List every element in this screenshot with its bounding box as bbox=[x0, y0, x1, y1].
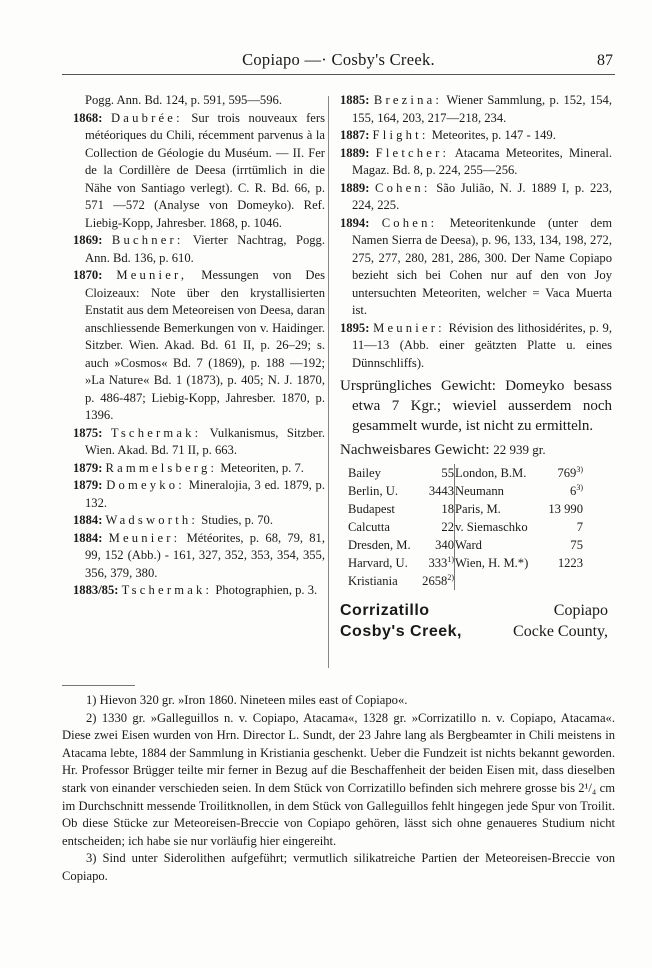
table-row bbox=[348, 518, 583, 536]
see-reference: Copiapo bbox=[553, 602, 608, 619]
entry-year: 1889: bbox=[340, 180, 370, 195]
entry-text: São Julião, N. J. 1889 I, p. 223, 224, 225. bbox=[352, 180, 612, 212]
bib-entry bbox=[340, 180, 612, 215]
weight-value: 333 bbox=[428, 556, 448, 570]
entry-text: Vierter Nachtrag, Pogg. Ann. Bd. 136, p. 610. bbox=[85, 233, 325, 265]
entry-text: Révision des lithosidérites, p. 9, 11—13 (Abb. einer geätzten Platte u. eines Dünnschliffs). bbox=[352, 320, 612, 370]
bib-entry bbox=[73, 425, 325, 460]
table-row bbox=[348, 572, 583, 590]
bib-entry bbox=[73, 92, 325, 110]
entry-author: Meunier: bbox=[373, 320, 445, 335]
entry-author: Tschermak: bbox=[121, 583, 213, 597]
left-column bbox=[73, 92, 325, 600]
entry-author: Brezina: bbox=[373, 93, 443, 107]
footnote-ref: 2) bbox=[447, 572, 454, 582]
entry-year: 1870: bbox=[73, 268, 103, 282]
entry-author: Fletcher: bbox=[375, 145, 450, 160]
weight-value: 75 bbox=[570, 538, 583, 552]
table-row bbox=[348, 536, 583, 554]
table-row bbox=[348, 482, 583, 500]
entry-year: 1889: bbox=[340, 145, 370, 160]
bib-entry bbox=[73, 512, 325, 530]
empty-cell bbox=[543, 572, 583, 590]
collection-name: Kristiania bbox=[348, 574, 398, 588]
entry-year: 1887: bbox=[340, 128, 370, 142]
entry-text: Photographien, p. 3. bbox=[215, 583, 318, 597]
entry-text: Météorites, p. 68, 79, 81, 99, 152 (Abb.) - 161, 327, 352, 353, 354, 355, 356, 379, 380. bbox=[85, 530, 325, 580]
collection-weight bbox=[418, 482, 455, 500]
entry-text: Vulkanismus, Sitzber. Wien. Akad. Bd. 71 II, p. 663. bbox=[85, 425, 325, 457]
meteorite-name: Corrizatillo bbox=[340, 602, 430, 619]
collection-name: Paris, M. bbox=[455, 502, 501, 516]
proven-weight-label: Nachweisbares Gewicht: bbox=[340, 442, 490, 458]
collection-weight bbox=[543, 464, 583, 482]
collection-weight bbox=[418, 536, 455, 554]
entry-year: 1884: bbox=[73, 513, 103, 527]
weight-value: 22 bbox=[441, 520, 454, 534]
collections-table bbox=[348, 464, 583, 590]
collection-name: Calcutta bbox=[348, 520, 390, 534]
collection-name: v. Siemaschko bbox=[455, 520, 528, 534]
footnote-1: 1) Hievon 320 gr. »Iron 1860. Nineteen miles east of Copiapo«. bbox=[86, 693, 408, 707]
footnote-ref: 1) bbox=[447, 554, 454, 564]
collection-name: Budapest bbox=[348, 502, 395, 516]
right-column bbox=[340, 92, 612, 642]
entry-year: 1895: bbox=[340, 320, 370, 335]
entry-author: Domeyko: bbox=[106, 478, 185, 492]
entry-text: Meteoritenkunde (unter dem Namen Sierra de Deesa), p. 96, 133, 134, 198, 272, 275, 277, 280, 281, 286, 300. Der Name Copiapo bezieht sich bei Cohen nur auf den von Joy untersuchten Meteoriten, welcher = Vaca Muerta ist. bbox=[352, 215, 612, 317]
footnote-rule bbox=[62, 685, 135, 686]
table-row bbox=[348, 464, 583, 482]
table-row bbox=[348, 500, 583, 518]
entry-text: Wiener Sammlung, p. 152, 154, 155, 164, 203, 217—218, 234. bbox=[352, 93, 612, 125]
collection-name: Dresden, M. bbox=[348, 538, 411, 552]
entry-author: Daubrée: bbox=[111, 110, 183, 125]
bib-entry bbox=[73, 110, 325, 233]
collection-name: Berlin, U. bbox=[348, 484, 399, 498]
collection-weight bbox=[418, 500, 455, 518]
footnote-2: 2) 1330 gr. »Galleguillos n. v. Copiapo, Atacama«, 1328 gr. »Corrizatillo n. v. Copiapo, Atacama«. Diese zwei Eisen wurden von Hrn. Director L. Sundt, der 23 Jahre lang als Bergbeamter in Chili meistens in Atacama lebte, 1884 der Sammlung in Kristiania geschenkt. Ueber die Fundzeit ist nichts bekannt geworden. Hr. Professor Brügger teilte mir ferner in Bezug auf die Beschaffenheit der beiden Eisen mit, dass dieselben stark von einander verschieden seien. In dem Stück von Corrizatillo befinden sich mehrere grosse bis 2¹/₄ cm im Durchschnitt messende Troilitknollen, in dem Stück von Galleguillos fehlt hingegen jede Spur von Troilit. Ob diese Stücke zur Meteoreisen-Breccie von Copiapo gehören, lässt sich ohne genaueres Studium nicht entscheiden; ich habe sie nur vorläufig hier eingereiht. bbox=[62, 710, 615, 848]
table-row bbox=[348, 554, 583, 572]
entry-year: 1879: bbox=[73, 460, 103, 475]
footnote-3: 3) Sind unter Siderolithen aufgeführt; vermutlich silikatreiche Partien der Meteoreisen-Breccie von Copiapo. bbox=[62, 851, 615, 883]
proven-weight-value: 22 939 gr. bbox=[493, 442, 546, 457]
bib-entry bbox=[73, 477, 325, 512]
weight-value: 3443 bbox=[428, 484, 454, 498]
cross-reference bbox=[340, 600, 608, 621]
entry-text: Atacama Meteorites, Mineral. Magaz. Bd. 8, p. 224, 255—256. bbox=[352, 145, 612, 177]
bib-entry bbox=[73, 530, 325, 583]
entry-text: Studies, p. 70. bbox=[201, 513, 273, 527]
bib-entry bbox=[73, 582, 325, 600]
weight-value: 55 bbox=[441, 466, 454, 480]
entry-author: Cohen: bbox=[381, 215, 438, 230]
weight-value: 6 bbox=[570, 484, 577, 498]
meteorite-name: Cosby's Creek, bbox=[340, 623, 462, 640]
collection-name: Harvard, U. bbox=[348, 556, 408, 570]
weight-value: 13 990 bbox=[548, 502, 583, 516]
collection-name: Bailey bbox=[348, 466, 381, 480]
collection-name: Wien, H. M.*) bbox=[455, 556, 529, 570]
page-header bbox=[62, 46, 615, 75]
entry-text: Meteorites, p. 147 - 149. bbox=[431, 128, 556, 142]
entry-author: Rammelsberg: bbox=[105, 460, 218, 475]
proven-weight-line bbox=[340, 440, 612, 460]
column-divider bbox=[328, 96, 329, 668]
page-number: 87 bbox=[597, 52, 613, 69]
weight-value: 18 bbox=[441, 502, 454, 516]
entry-year: 1883/85: bbox=[73, 583, 119, 597]
entry-author: Cohen: bbox=[375, 180, 431, 195]
empty-cell bbox=[455, 572, 544, 590]
collection-weight bbox=[543, 500, 583, 518]
entry-year: 1869: bbox=[73, 233, 103, 247]
bib-entry bbox=[340, 145, 612, 180]
entry-text: Meteoriten, p. 7. bbox=[220, 460, 304, 475]
weight-value: 340 bbox=[435, 538, 454, 552]
entry-text: Pogg. Ann. Bd. 124, p. 591, 595—596. bbox=[85, 93, 282, 107]
entry-author: Buchner: bbox=[111, 233, 184, 247]
collection-weight bbox=[418, 572, 455, 590]
entry-author: Flight: bbox=[372, 128, 429, 142]
entry-text: Mineralojia, 3 ed. 1879, p. 132. bbox=[85, 478, 326, 510]
entry-year: 1894: bbox=[340, 215, 370, 230]
entry-year: 1879: bbox=[73, 478, 103, 492]
collection-weight bbox=[543, 482, 583, 500]
collection-weight bbox=[543, 518, 583, 536]
bib-entry bbox=[340, 215, 612, 320]
entry-year: 1884: bbox=[73, 530, 103, 545]
entry-author: Meunier: bbox=[108, 530, 181, 545]
collection-weight bbox=[543, 554, 583, 572]
bib-entry bbox=[340, 320, 612, 373]
entry-author: Tschermak: bbox=[110, 425, 202, 440]
running-title: Copiapo —· Cosby's Creek. bbox=[242, 50, 435, 69]
entry-author: Meunier, bbox=[116, 268, 188, 282]
bib-entry bbox=[73, 267, 325, 425]
footnote-ref: 3) bbox=[576, 464, 583, 474]
entry-year: 1875: bbox=[73, 425, 103, 440]
entry-author: Wadsworth: bbox=[105, 513, 199, 527]
bib-entry bbox=[340, 92, 612, 127]
locality: Cocke County, bbox=[513, 623, 608, 640]
collection-weight bbox=[418, 554, 455, 572]
entry-year: 1885: bbox=[340, 93, 370, 107]
weight-value: 769 bbox=[557, 466, 577, 480]
weight-value: 2658 bbox=[422, 574, 448, 588]
entry-text: Sur trois nouveaux fers météoriques du Chili, récemment parvenus à la Collection de Géologie du Muséum. — II. Fer de la Cordillère de Deesa (irrtümlich in die Nähe von Santiago verlegt). C. R. Bd. 66, p. 571 —572 (Analyse von Domeyko). Ref. Liebig-Kopp, Jahresber. 1868, p. 1046. bbox=[85, 110, 325, 230]
original-weight-paragraph: Ursprüngliches Gewicht: Domeyko besass etwa 7 Kgr.; wieviel ausserdem noch gesammelt wurde, ist nicht zu ermitteln. bbox=[340, 378, 612, 434]
entry-text: Messungen von Des Cloizeaux: Note über den krystallisierten Enstatit aus dem Meteoreisen von Deesa, daran anschliessende Bemerkungen von v. Haidinger. Sitzber. Wien. Akad. Bd. 61 II, p. 26–29; s. auch »Cosmos« Bd. 7 (1869), p. 188 —192; »La Nature« Bd. 1 (1873), p. 405; N. J. 1870, p. 486-487; Liebig-Kopp, Jahresber. 1870, p. 1396. bbox=[85, 268, 326, 422]
meteorite-heading bbox=[340, 621, 608, 642]
footnote-ref: 3) bbox=[576, 482, 583, 492]
weight-value: 7 bbox=[576, 520, 583, 534]
bib-entry bbox=[73, 460, 325, 478]
footnotes bbox=[62, 692, 615, 886]
collection-weight bbox=[543, 536, 583, 554]
bib-entry bbox=[73, 232, 325, 267]
collection-weight bbox=[418, 464, 455, 482]
entry-year: 1868: bbox=[73, 110, 103, 125]
collection-weight bbox=[418, 518, 455, 536]
collection-name: London, B.M. bbox=[455, 466, 527, 480]
weight-value: 1223 bbox=[557, 556, 583, 570]
collection-name: Neumann bbox=[455, 484, 504, 498]
bib-entry bbox=[340, 127, 612, 145]
collection-name: Ward bbox=[455, 538, 482, 552]
